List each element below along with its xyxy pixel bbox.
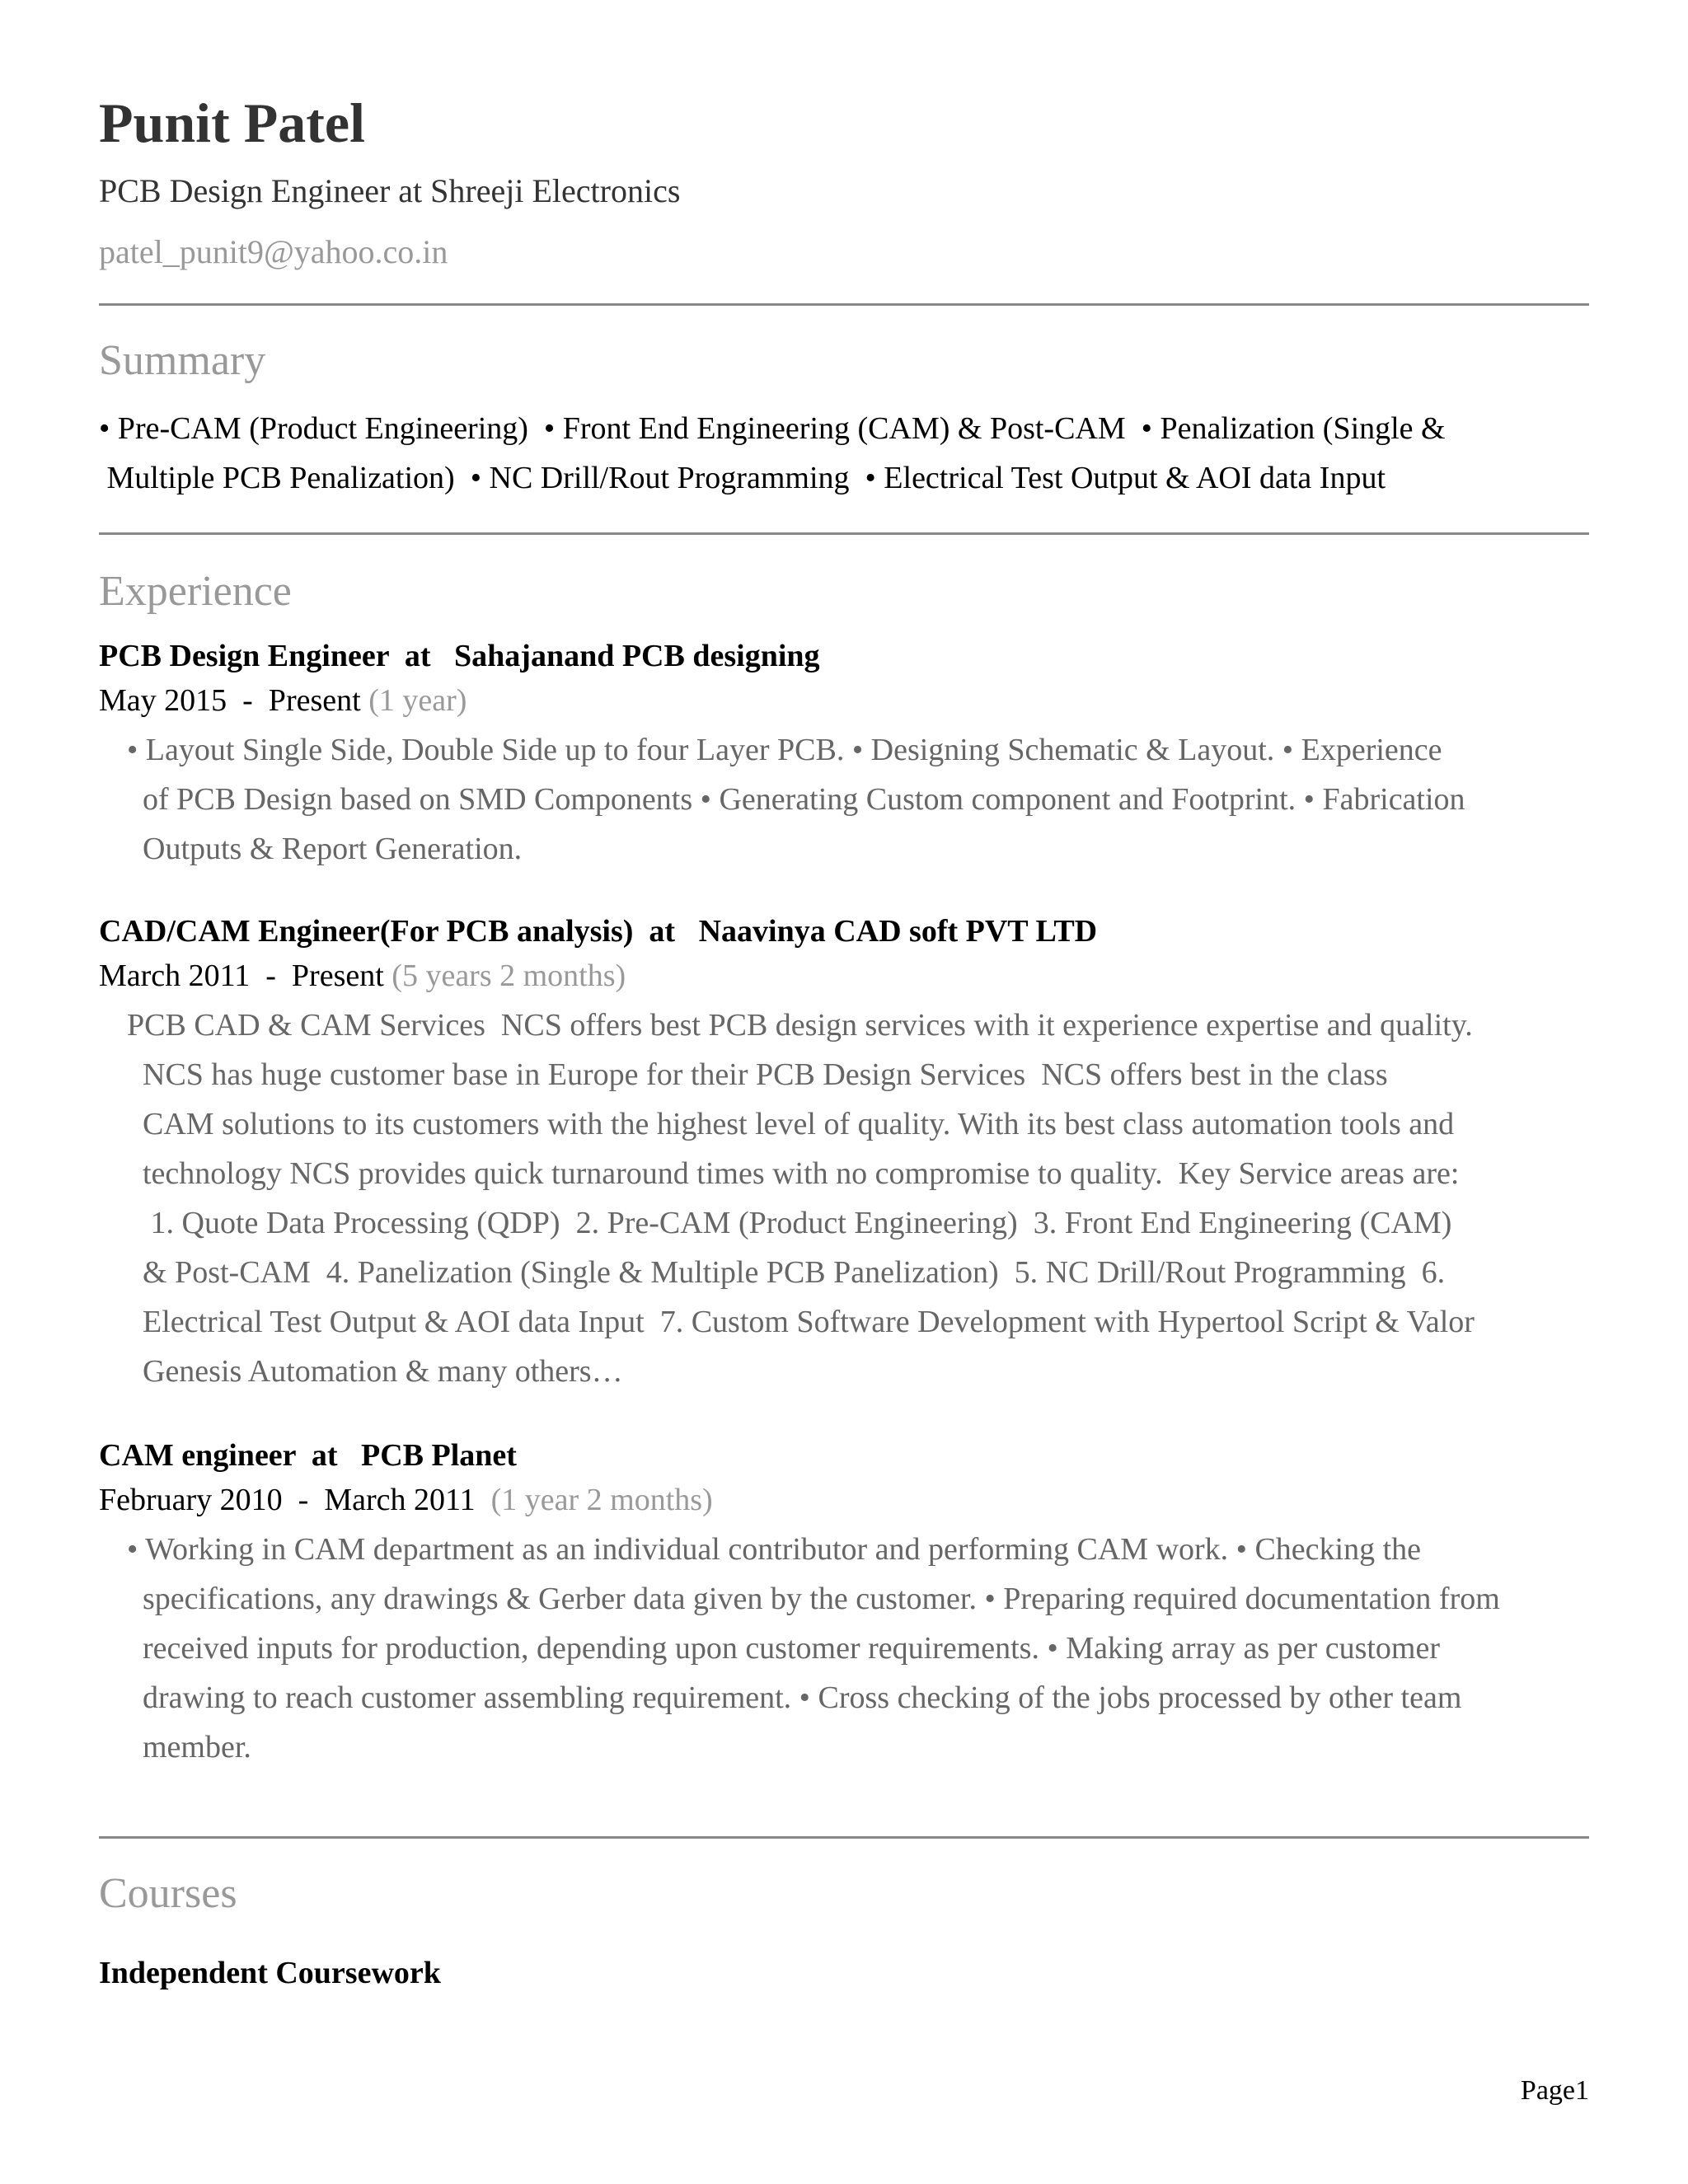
job-description-line: PCB CAD & CAM Services NCS offers best PCB design services with it experience expertise and quality. — [127, 1008, 1473, 1043]
summary-line: • Pre-CAM (Product Engineering) • Front End Engineering (CAM) & Post-CAM • Penalization (Single & — [99, 411, 1446, 446]
job-title: CAM engineer at PCB Planet — [99, 1438, 517, 1473]
job-title: CAD/CAM Engineer(For PCB analysis) at Naavinya CAD soft PVT LTD — [99, 914, 1098, 949]
job-description-line: technology NCS provides quick turnaround times with no compromise to quality. Key Service areas are: — [127, 1156, 1460, 1191]
job-date-range: February 2010 - March 2011 — [99, 1483, 491, 1517]
course-item: Independent Coursework — [99, 1956, 441, 1990]
job-duration: (5 years 2 months) — [392, 958, 626, 993]
page-number: Page1 — [1520, 2075, 1589, 2106]
job-description-line: • Layout Single Side, Double Side up to four Layer PCB. • Designing Schematic & Layout. • Experience — [127, 733, 1442, 767]
job-dates — [99, 958, 626, 994]
summary-heading: Summary — [99, 337, 266, 384]
job-description-line: 1. Quote Data Processing (QDP) 2. Pre-CAM (Product Engineering) 3. Front End Engineering (CAM) — [127, 1206, 1452, 1240]
job-description — [127, 725, 1611, 874]
job-description-line: of PCB Design based on SMD Components • Generating Custom component and Footprint. • Fabrication — [127, 782, 1465, 817]
divider — [99, 1836, 1589, 1839]
job-description-line: CAM solutions to its customers with the highest level of quality. With its best class automation tools and — [127, 1107, 1455, 1141]
summary-text — [99, 404, 1574, 503]
job-description-line: • Working in CAM department as an individual contributor and performing CAM work. • Checking the — [127, 1532, 1422, 1567]
summary-line: Multiple PCB Penalization) • NC Drill/Rout Programming • Electrical Test Output & AOI data Input — [99, 461, 1386, 495]
job-description — [127, 1001, 1611, 1396]
divider — [99, 303, 1589, 306]
courses-heading: Courses — [99, 1870, 237, 1917]
job-duration: (1 year 2 months) — [490, 1483, 713, 1517]
resume-page — [99, 0, 1589, 2184]
job-description-line: NCS has huge customer base in Europe for their PCB Design Services NCS offers best in the class — [127, 1057, 1388, 1092]
candidate-name: Punit Patel — [99, 91, 365, 154]
candidate-email: patel_punit9@yahoo.co.in — [99, 233, 448, 270]
job-description-line: received inputs for production, depending upon customer requirements. • Making array as per customer — [127, 1631, 1440, 1666]
job-description-line: Outputs & Report Generation. — [127, 832, 523, 866]
job-date-range: May 2015 - Present — [99, 683, 369, 718]
divider — [99, 532, 1589, 535]
job-title: PCB Design Engineer at Sahajanand PCB designing — [99, 639, 820, 673]
job-description-line: drawing to reach customer assembling requirement. • Cross checking of the jobs processed by other team — [127, 1680, 1462, 1715]
job-description-line: Genesis Automation & many others… — [127, 1354, 623, 1389]
experience-heading: Experience — [99, 568, 292, 615]
candidate-headline: PCB Design Engineer at Shreeji Electronics — [99, 172, 681, 209]
job-description-line: Electrical Test Output & AOI data Input 7. Custom Software Development with Hypertool Script & Valor — [127, 1305, 1475, 1339]
job-description — [127, 1525, 1611, 1772]
job-dates — [99, 1482, 713, 1518]
job-description-line: & Post-CAM 4. Panelization (Single & Multiple PCB Panelization) 5. NC Drill/Rout Programming 6. — [127, 1255, 1446, 1290]
job-description-line: member. — [127, 1730, 251, 1765]
job-dates — [99, 682, 467, 719]
job-description-line: specifications, any drawings & Gerber data given by the customer. • Preparing required documentation from — [127, 1582, 1500, 1616]
job-date-range: March 2011 - Present — [99, 958, 392, 993]
job-duration: (1 year) — [368, 683, 467, 718]
